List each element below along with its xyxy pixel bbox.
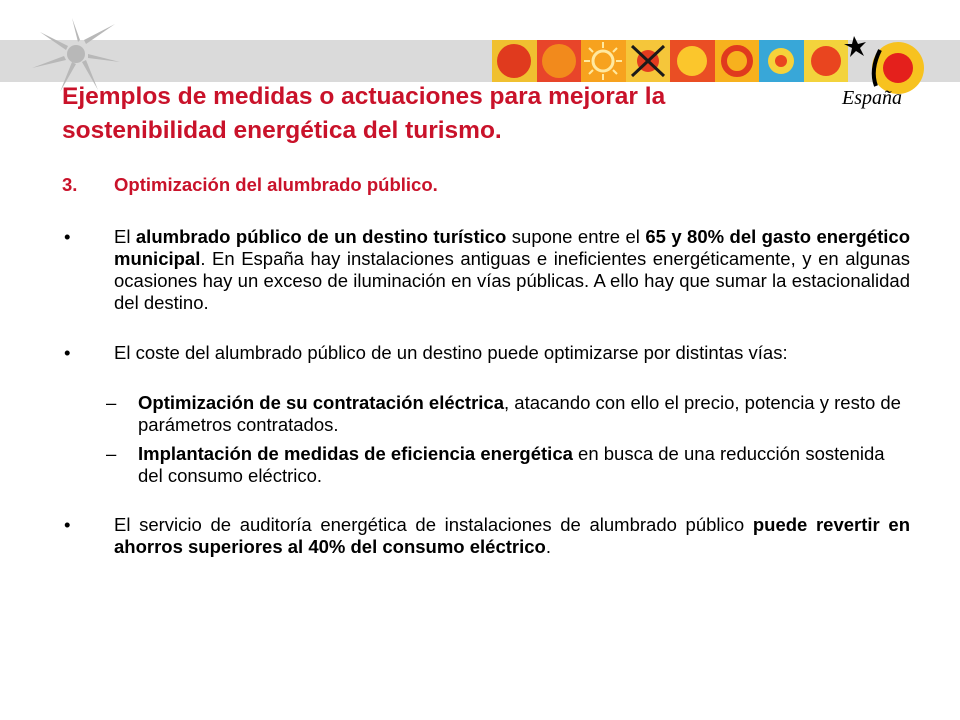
bold-text-run: Optimización de su contratación eléctrica	[138, 392, 504, 413]
bold-text-run: alumbrado público de un destino turístico	[135, 226, 507, 247]
decorative-tile-strip	[492, 40, 848, 82]
text-run: El servicio de auditoría energética de instalaciones de alumbrado público	[114, 514, 753, 535]
tile-rays-sun-icon	[581, 40, 626, 82]
section-heading	[62, 174, 910, 196]
tile-orange-sun-icon	[537, 40, 582, 82]
bold-text-run: Implantación de medidas de eficiencia energética	[138, 443, 573, 464]
sub-bullet-text	[138, 443, 910, 487]
section-heading-text: Optimización del alumbrado público.	[114, 174, 438, 195]
spacer	[62, 494, 910, 514]
text-run: .	[545, 536, 551, 557]
bold-text-run: 65 y 80% del gasto energético municipal	[114, 226, 910, 269]
slide-body	[62, 174, 910, 586]
bullet-text	[114, 226, 910, 314]
page-title	[62, 80, 882, 148]
text-run: El	[114, 226, 136, 247]
sub-bullet-item	[106, 392, 910, 436]
section-number: 3.	[62, 174, 78, 195]
tile-red-sun-icon	[492, 40, 537, 82]
text-run: . En España hay instalaciones antiguas e ineficientes energéticamente, y en algunas ocasiones hay un exceso de iluminación en vías públicas. A ello hay que sumar la estacionalidad del destino.	[114, 248, 910, 313]
bullet-text: El coste del alumbrado público de un destino puede optimizarse por distintas vías:	[114, 342, 788, 363]
tile-ring-sun-icon	[715, 40, 760, 82]
sub-bullet-item	[106, 443, 910, 487]
bold-text-run: puede revertir en ahorros superiores al 40% del consumo eléctrico	[114, 514, 910, 557]
bullet-symbol: •	[64, 226, 71, 247]
bullet-symbol: •	[64, 342, 71, 363]
tile-dark-figure-icon	[626, 40, 671, 82]
bullet-item	[62, 226, 910, 314]
svg-text:España: España	[842, 87, 902, 109]
text-run: en busca de una reducción sostenida del consumo eléctrico.	[138, 443, 885, 486]
bullet-item	[62, 342, 910, 364]
sub-bullet-text	[138, 392, 910, 436]
bullet-symbol: •	[64, 514, 71, 535]
bullet-text	[114, 514, 910, 558]
text-run: supone entre el	[506, 226, 646, 247]
dash-symbol: –	[106, 392, 117, 413]
tile-pattern-icon	[759, 40, 804, 82]
title-line-1: Ejemplos de medidas o actuaciones para mejorar la	[62, 83, 666, 110]
bullet-item	[62, 514, 910, 558]
tile-yellow-sun-icon	[670, 40, 715, 82]
dash-symbol: –	[106, 443, 117, 464]
title-line-2: sostenibilidad energética del turismo.	[62, 117, 502, 144]
text-run: , atacando con ello el precio, potencia y resto de parámetros contratados.	[138, 392, 901, 435]
